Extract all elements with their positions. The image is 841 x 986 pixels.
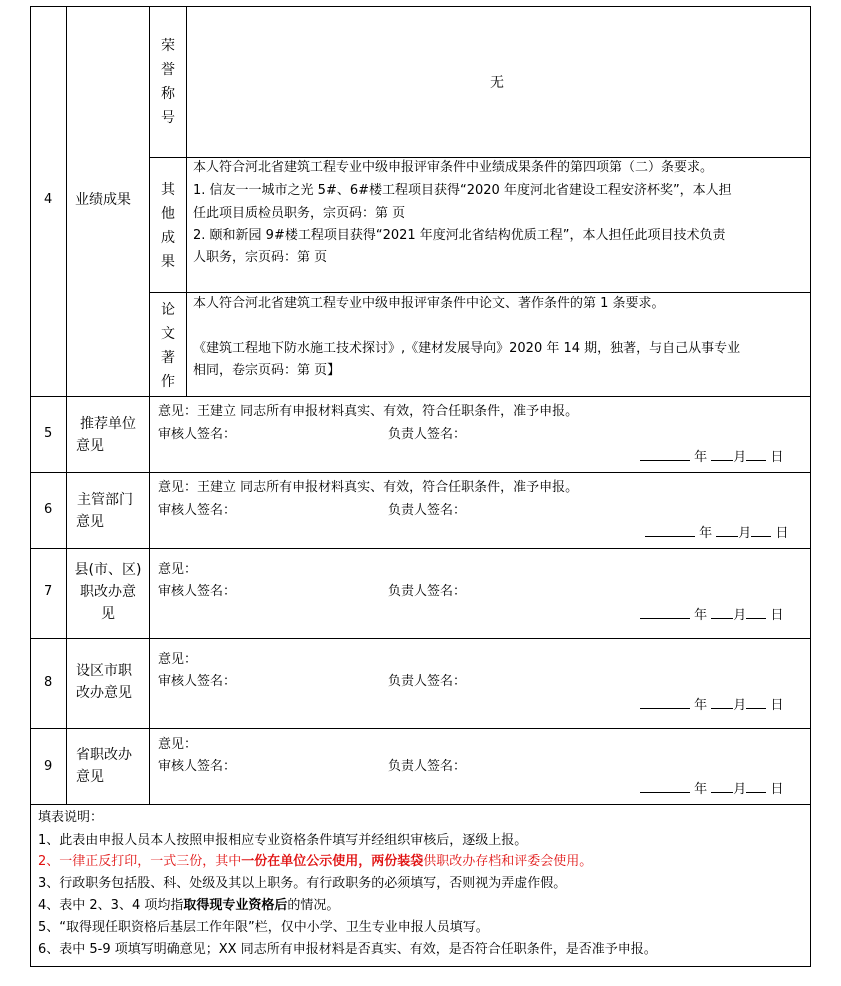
month-label: 月 [738, 526, 752, 541]
row-number: 5 [44, 426, 53, 441]
other-achievements-label: 其他成果 [161, 182, 175, 270]
day-label: 日 [770, 782, 784, 797]
opinion-text: 意见： [158, 562, 198, 577]
row-label: 见 [101, 606, 115, 622]
year-label: 年 [694, 698, 708, 713]
achievement-line: 本人符合河北省建筑工程专业中级申报评审条件中业绩成果条件的第四项第（二）条要求。 [193, 160, 714, 175]
row-label: 意见 [76, 514, 104, 530]
day-label: 日 [770, 698, 784, 713]
achievement-line: 1. 信友一一城市之光 5#、6#楼工程项目获得“2020 年度河北省建设工程安济杯奖”，本人担 [193, 183, 732, 198]
notes-title: 填表说明： [38, 810, 104, 825]
day-label: 日 [770, 608, 784, 623]
date-field [640, 694, 783, 716]
row-label: 县(市、区) [74, 562, 142, 578]
row-label: 主管部门 [77, 492, 133, 508]
principal-signature-label: 负责人签名： [388, 759, 467, 774]
row-label: 意见 [76, 769, 104, 785]
note-item: 4、表中 2、3、4 项均指取得现专业资格后的情况。 [38, 898, 340, 913]
row-number: 9 [44, 759, 53, 774]
reviewer-signature-label: 审核人签名： [158, 759, 237, 774]
reviewer-signature-label: 审核人签名： [158, 427, 237, 442]
year-label: 年 [694, 782, 708, 797]
day-label: 日 [775, 526, 789, 541]
reviewer-signature-label: 审核人签名： [158, 584, 237, 599]
principal-signature-label: 负责人签名： [388, 674, 467, 689]
paper-line: 相同，卷宗页码：第 页】 [193, 363, 341, 378]
row-number: 4 [44, 192, 53, 207]
year-label: 年 [699, 526, 713, 541]
row-number: 6 [44, 502, 53, 517]
opinion-text: 意见： [158, 737, 198, 752]
honor-title-value: 无 [490, 75, 504, 91]
note-item: 1、此表由申报人员本人按照申报相应专业资格条件填写并经组织审核后，逐级上报。 [38, 833, 528, 848]
principal-signature-label: 负责人签名： [388, 503, 467, 518]
row-number: 8 [44, 675, 53, 690]
achievement-line: 任此项目质检员职务，宗页码：第 页 [193, 206, 406, 221]
opinion-text: 意见：王建立 同志所有申报材料真实、有效，符合任职条件，准予申报。 [158, 404, 579, 419]
day-label: 日 [770, 450, 784, 465]
achievement-line: 人职务，宗页码：第 页 [193, 250, 328, 265]
month-label: 月 [733, 450, 747, 465]
year-label: 年 [694, 608, 708, 623]
opinion-text: 意见： [158, 652, 198, 667]
month-label: 月 [733, 782, 747, 797]
date-field [640, 604, 783, 626]
row-number: 7 [44, 584, 53, 599]
note-item: 3、行政职务包括股、科、处级及其以上职务。有行政职务的必须填写，否则视为弄虚作假。 [38, 876, 567, 891]
month-label: 月 [733, 698, 747, 713]
row-label: 省职改办 [76, 747, 132, 763]
row-label: 推荐单位 [80, 416, 136, 432]
achievement-line: 2. 颐和新园 9#楼工程项目获得“2021 年度河北省结构优质工程”，本人担任此项目技术负责 [193, 228, 726, 243]
row-label: 业绩成果 [75, 192, 131, 208]
row-label: 改办意见 [76, 685, 132, 701]
year-label: 年 [694, 450, 708, 465]
reviewer-signature-label: 审核人签名： [158, 503, 237, 518]
paper-line: 本人符合河北省建筑工程专业中级申报评审条件中论文、著作条件的第 1 条要求。 [193, 296, 665, 311]
date-field [640, 446, 783, 468]
principal-signature-label: 负责人签名： [388, 584, 467, 599]
reviewer-signature-label: 审核人签名： [158, 674, 237, 689]
paper-line: 《建筑工程地下防水施工技术探讨》,《建材发展导向》2020 年 14 期，独著，与自己从事专业 [193, 341, 741, 356]
row-label: 职改办意 [80, 584, 136, 600]
note-item-highlighted: 2、一律正反打印，一式三份，其中一份在单位公示使用，两份装袋供职改办存档和评委会使用。 [38, 854, 593, 869]
note-item: 6、表中 5-9 项填写明确意见；XX 同志所有申报材料是否真实、有效，是否符合任职条件，是否准予申报。 [38, 942, 657, 957]
opinion-text: 意见：王建立 同志所有申报材料真实、有效，符合任职条件，准予申报。 [158, 480, 579, 495]
date-field [640, 778, 783, 800]
row-label: 设区市职 [76, 663, 132, 679]
honor-title-label: 荣誉称号 [161, 38, 175, 126]
principal-signature-label: 负责人签名： [388, 427, 467, 442]
papers-label: 论文著作 [161, 302, 175, 390]
date-field [645, 522, 788, 544]
row-label: 意见 [76, 438, 104, 454]
month-label: 月 [733, 608, 747, 623]
note-item: 5、“取得现任职资格后基层工作年限”栏，仅中小学、卫生专业申报人员填写。 [38, 920, 489, 935]
